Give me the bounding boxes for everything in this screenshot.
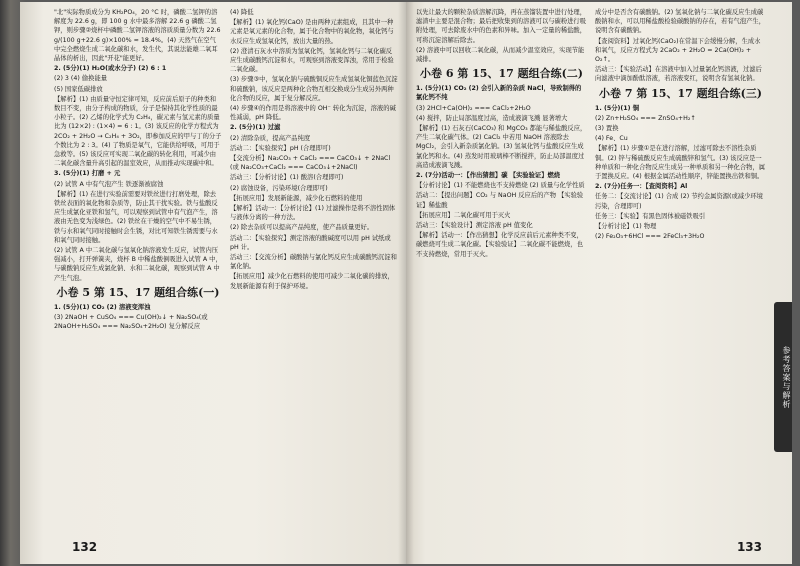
book-spread xyxy=(20,2,792,564)
paragraph: 【交流分析】Na₂CO₃ + CaCl₂ === CaCO₃↓ + 2NaCl (或 Na₂CO₃+CaCl₂ === CaCO₃↓+2NaCl) xyxy=(230,155,391,172)
paragraph: (2) Fe₂O₃+6HCl === 2FeCl₃+3H₂O xyxy=(595,233,705,241)
paragraph: 活动三：【交流分析】碳酸钠与氯化钙反应生成碳酸钙沉淀和氯化钠。 xyxy=(230,254,397,271)
question-heading: 2. (7分)任务一：【查阅资料】Al xyxy=(595,183,688,191)
section-title: 小卷 5 第 15、17 题组合练(一) xyxy=(56,285,220,299)
paragraph: 以先让最大的颗粒杂质溶解沉降，再在蒸馏装置中进行处理，滤渣中主要是混合物；最后把收集到的溶液可以与碳粉进行吸附处理，可去除废水中的色素和异味。加入一定量的稀盐酸，可将沉淀溶解后除去。 xyxy=(416,9,587,44)
paragraph: 任务三：【实验】有黑色固体被磁铁吸引 xyxy=(595,212,706,220)
paragraph: 【解析】(1) 石灰石(CaCO₃) 和 MgCO₃ 都能与稀盐酸反应，产生二氧化碳气体。(2) CaCl₂ 中若用 NaOH 溶液除去 MgCl₂，会引入新杂质氯化钠。(3) 氢氧化钙与盐酸反应生成氯化钙和水。(4) 蒸发时用玻璃棒不断搅拌，防止局部温度过高造成液滴飞溅。 xyxy=(416,125,587,169)
paragraph: (4) 步骤④的作用是将溶液中的 OH⁻ 转化为沉淀，溶液的碱性减弱，pH 降低。 xyxy=(230,105,396,122)
paragraph: 【解析】(1) 氧化钙(CaO) 是由两种元素组成，且其中一种元素是氧元素的化合物，属于化合物中的氧化物，氧化钙与水反应生成氢氧化钙，放出大量的热。 xyxy=(230,19,394,45)
paragraph: 【解析】(1) 由质量守恒定律可知，反应前后原子的种类和数目不变，由分子构成的物质，分子是保持其化学性质的最小粒子。(2) 乙烯的化学式为 C₂H₄，碳元素与氢元素的质量比为 (12×2) : (1×4) = 6 : 1。(3) 该反应的化学方程式为 2CO₂ + 2H₂O → C₂H₄ + 3O₂，即参加反应的甲与丁的分子个数比为 2 : 3。(4) 了物质是氧气，它能供给呼吸，可用于急救等。(5) 该反应可实现二氧化碳的转化利用，可减少由二氧化碳含量升高引起的温室效应，从而推动实现碳中和。 xyxy=(54,95,222,168)
paragraph: 【拓展应用】发展新能源，减少化石燃料的使用 xyxy=(230,194,363,202)
paragraph: 【解析】活动一：【作出猜想】化学反应前后元素种类不变，碳燃烧可生成二氧化碳。【实验验证】二氧化碳不能燃烧，也不支持燃烧，常用于灭火。 xyxy=(416,232,583,258)
right-column-1 xyxy=(416,8,587,528)
paragraph: (4) Fe、Cu xyxy=(595,135,628,143)
question-heading: 2. (5分)(1) H₂O(或水分子) (2) 6 : 1 xyxy=(54,65,167,73)
left-page xyxy=(20,2,406,564)
paragraph: (3) 置换 xyxy=(595,125,619,133)
section-title: 小卷 7 第 15、17 题组合练(三) xyxy=(599,86,762,100)
paragraph: (2) 除去杂质可以提高产品纯度，使产品质量更好。 xyxy=(230,224,374,232)
paragraph: 成分中是否含有碳酸钠。(2) 氢氧化钠与二氧化碳反应生成碳酸钠和水，可以用稀盐酸检验碳酸钠的存在，若有气泡产生，说明含有碳酸钠。 xyxy=(595,9,766,35)
question-heading: 3. (5分)(1) 打磨 + 元 xyxy=(54,170,121,178)
paragraph: 【解析】活动一：【分析讨论】(1) 过滤操作是将不溶性固体与液体分离的一种方法。 xyxy=(230,205,396,222)
paragraph: 活动三：【实验设计】测定溶液 pH 值变化 xyxy=(416,222,533,230)
paragraph: (2) 3 (4) 偷换能量 xyxy=(54,75,108,83)
paragraph: 活动三：【实验活动】在溶液中加入过量氯化钙溶液，过滤后向滤液中滴加酚酞溶液，若溶液变红，说明含有氢氧化钠。 xyxy=(595,66,762,83)
paragraph: (5) 国家低碳排放 xyxy=(54,85,103,93)
question-heading: 1. (5分)(1) 铜 xyxy=(595,104,640,112)
right-column-2 xyxy=(595,8,766,528)
right-page xyxy=(406,2,792,564)
paragraph: (3) 2NaOH + CuSO₄ === Cu(OH)₂↓ + Na₂SO₄(或 2NaOH+H₂SO₄ === Na₂SO₄+2H₂O) 复分解反应 xyxy=(54,314,208,331)
paragraph: (2) 试管 A 中有气泡产生 铁逐渐被腐蚀 xyxy=(54,180,164,188)
gutter-shadow xyxy=(406,2,414,564)
question-heading: 1. (5分)(1) CO₂ (2) 溶液变浑浊 xyxy=(54,303,151,311)
section-title: 小卷 6 第 15、17 题组合练(二) xyxy=(420,67,583,81)
paragraph: 【拓展应用】减少化石燃料的使用可减少二氧化碳的排放，发展新能源有利于保护环境。 xyxy=(230,273,394,290)
left-column-2 xyxy=(230,8,398,528)
paragraph: (3) 步骤③中，氢氧化钠与硫酸铜反应生成氢氧化铜蓝色沉淀和硫酸钠，该反应是两种化合物互相交换成分生成另外两种化合物的反应，属于复分解反应。 xyxy=(230,76,398,102)
paragraph: (3) 2HCl+Ca(OH)₂ === CaCl₂+2H₂O xyxy=(416,104,531,112)
question-heading: 1. (5分)(1) CO₂ (2) 会引入新的杂质 NaCl，导致制得的氯化钙不纯 xyxy=(416,85,582,102)
paragraph: (2) 溶液中可以回收二氧化碳，从而减少温室效应，实现节能减排。 xyxy=(416,46,585,64)
page-number-right: 133 xyxy=(736,540,762,554)
paragraph: 活动三：【分析讨论】(1) 酸溶(合理即可) xyxy=(230,174,344,182)
paragraph: 【分析讨论】(1) 物理 xyxy=(595,223,657,231)
paragraph: (2) Zn+H₂SO₄ === ZnSO₄+H₂↑ xyxy=(595,114,696,122)
paragraph: (2) 试管 A 中二氧化碳与氢氧化钠溶液发生反应，试管内压强减小，打开弹簧夹，烧杯 B 中稀盐酸倒吸进入试管 A 中，与碳酸钠反应生成氯化钠、水和二氧化碳，观察到试管 A 中产生气泡。 xyxy=(54,247,222,282)
paragraph: 【解析】(1) 在进行实验前需要对铁丝进行打磨处理，除去铁丝表面的氧化物和杂质等，防止其干扰实验。铁与盐酸反应生成氯化亚铁和氢气，可以观察到试管中有气泡产生，溶液由无色变为浅绿色。(2) 铁丝在干燥的空气中不易生锈，铁与水和氧气同时接触时会生锈，对比可知铁生锈需要与水和氧气同时接触。 xyxy=(54,190,218,244)
gutter-shadow xyxy=(398,2,406,564)
paragraph: 【查阅资料】过氧化钙(CaO₂)在常温下会缓慢分解，生成水和氧气，反应方程式为 2CaO₂ + 2H₂O = 2Ca(OH)₂ + O₂↑。 xyxy=(595,37,761,64)
question-heading: 2. (5分)(1) 过滤 xyxy=(230,124,281,132)
paragraph: (4) 搅拌，防止局部温度过高，造成液滴飞溅 显著增大 xyxy=(416,114,568,122)
paragraph: 活动二：【提出问题】CO₂ 与 NaOH 反应后的产物 【实验验证】稀盐酸 xyxy=(416,192,584,209)
paragraph: "北"实际物质成分为 KH₂PO₄，20 °C 时，磷酸二氢钾的溶解度为 22.6 g，即 100 g 水中最多溶解 22.6 g 磷酸二氢钾，则步骤②烧杯中磷酸二氢钾溶液的溶质质量分数为 22.6 g/(100 g+22.6 g)×100% ≈ 18.4%。(4) 天然气在空气中完全燃烧生成二氧化碳和水，发生代，其说法能雄二氧耳晶体的析出，因此"开花"能更好。 xyxy=(54,9,221,63)
paragraph: 【解析】(1) 步骤①是在进行溶解，过滤可除去不溶性杂质铜。(2) 锌与稀硫酸反应生成硫酸锌和氢气。(3) 该反应是一种单质和一种化合物反应生成另一种单质和另一种化合物，属于置换反应。(4) 根据金属活动性顺序，锌能置换出铁和铜。 xyxy=(595,145,766,181)
left-column-1 xyxy=(54,8,222,528)
paragraph: (4) 降低 xyxy=(230,9,254,16)
side-tab: 参考答案与解析 xyxy=(774,302,792,452)
paragraph: (2) 澄清石灰水中溶质为氢氧化钙，氢氧化钙与二氧化碳反应生成碳酸钙沉淀和水，可观察到溶液变浑浊，常用于检验二氧化碳。 xyxy=(230,47,394,74)
paragraph: (2) 清除杂质，提高产品纯度 xyxy=(230,134,311,142)
paragraph: 【分析讨论】(1) 不能燃烧也不支持燃烧 (2) 质量与化学性质 xyxy=(416,182,585,190)
paragraph: 任务二：【交流讨论】(1) 合成 (2) 节约金属资源(或减少环境污染，合理即可) xyxy=(595,193,763,210)
paragraph: 活动二：【实验探究】pH (合理即可) xyxy=(230,144,331,152)
paragraph: (2) 腐蚀设备，污染环境(合理即可) xyxy=(230,184,328,192)
paragraph: 【拓展应用】二氧化碳可用于灭火 xyxy=(416,211,511,219)
page-number-left: 132 xyxy=(72,540,98,554)
paragraph: 活动二：【实验探究】测定溶液的酸碱度可以用 pH 试纸或 pH 计。 xyxy=(230,234,391,251)
question-heading: 2. (7分)活动一：【作出猜想】碳 【实验验证】燃烧 xyxy=(416,172,561,180)
